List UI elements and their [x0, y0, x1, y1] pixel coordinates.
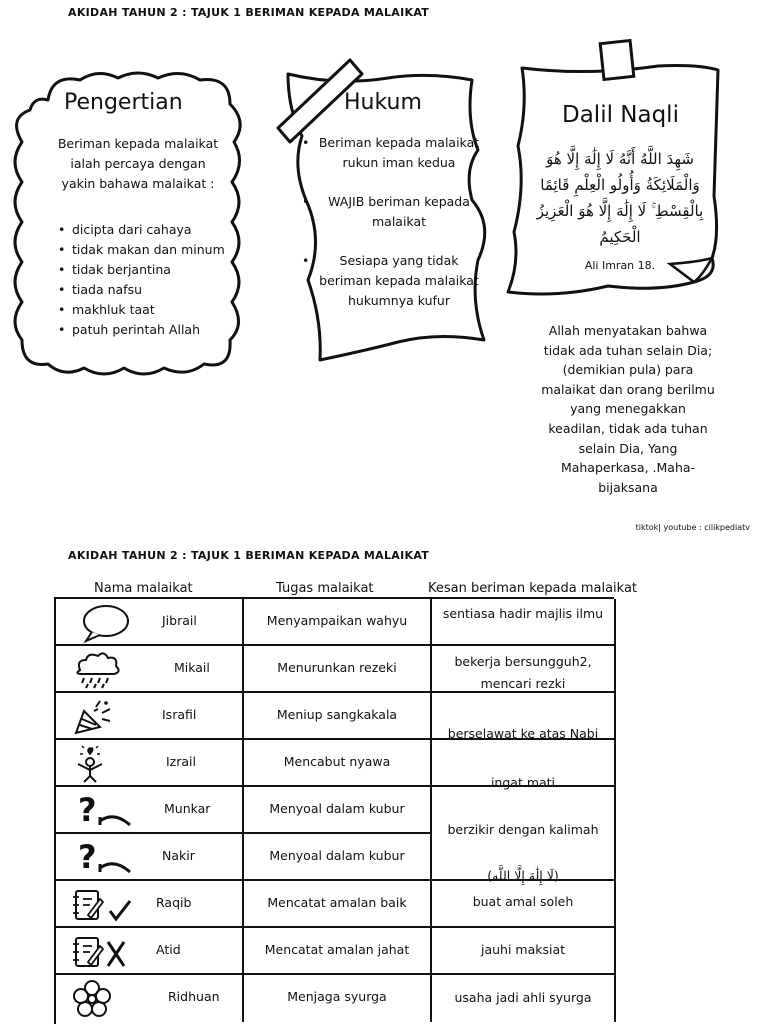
svg-text:?: ?: [78, 838, 97, 876]
task-cell: [244, 740, 432, 787]
trumpet-icon: [70, 697, 142, 737]
impact-text: berzikir dengan kalimah: [447, 822, 599, 837]
angel-name: Nakir: [162, 848, 195, 863]
name-cell: [56, 881, 244, 928]
svg-text:?: ?: [78, 791, 97, 829]
pengertian-list: [56, 220, 226, 340]
dalil-title: Dalil Naqli: [562, 102, 679, 128]
angel-task: Menjaga syurga: [287, 989, 387, 1004]
list-item: • Sesiapa yang tidak beriman kepada malaikat hukumnya kufur: [306, 251, 484, 311]
impact-text: sentiasa hadir majlis ilmu: [432, 603, 614, 625]
question-grave-icon: [70, 791, 142, 831]
section-header: AKIDAH TAHUN 2 : TAJUK 1 BERIMAN KEPADA MALAIKAT: [68, 549, 430, 562]
angel-name: Jibrail: [162, 613, 197, 628]
task-cell: [244, 646, 432, 693]
angel-task: Mencabut nyawa: [283, 754, 391, 769]
dalil-arabic-verse: شَهِدَ اللَّهُ أَنَّهُ لَا إِلَٰهَ إِلَّا هُوَ وَالْمَلَائِكَةُ وَأُولُو الْعِلْمِ قَائِمًا بِالْقِسْطِ ۚ لَا إِلَٰهَ إِلَّا هُوَ الْعَزِيزُ الْحَكِيمُ: [536, 150, 704, 246]
rain-cloud-icon: [70, 650, 142, 690]
angel-name: Israfil: [162, 707, 197, 722]
impact-text-arabic: (لَا إِلَٰهَ إِلَّا اللَّه): [487, 868, 559, 883]
task-cell: [244, 787, 432, 834]
pengertian-body: Beriman kepada malaikat ialah percaya dengan yakin bahawa malaikat :: [57, 136, 219, 191]
angel-name: Atid: [156, 942, 181, 957]
name-cell: [56, 646, 244, 693]
impact-text: usaha jadi ahli syurga: [454, 990, 592, 1005]
impact-text: buat amal soleh: [472, 894, 574, 909]
speech-bubble-icon: [70, 603, 142, 643]
pengertian-title: Pengertian: [64, 90, 183, 115]
task-cell: [244, 599, 432, 646]
list-item: • tiada nafsu: [56, 280, 226, 300]
dalil-translation: Allah menyatakan bahwa tidak ada tuhan selain Dia; (demikian pula) para malaikat dan orang berilmu yang menegakkan keadilan, tidak ada tuhan selain Dia, Yang Mahaperkasa, .Maha-bijaksana: [541, 323, 715, 495]
notebook-check-icon: [70, 885, 142, 925]
flower-icon: [70, 979, 142, 1019]
name-cell: [56, 975, 244, 1022]
task-cell: [244, 975, 432, 1022]
angel-task: Menyoal dalam kubur: [269, 848, 405, 863]
soul-icon: [70, 744, 142, 784]
angel-task: Menyoal dalam kubur: [269, 801, 405, 816]
column-header-impact: Kesan beriman kepada malaikat: [428, 581, 638, 596]
column-header-task: Tugas malaikat: [276, 581, 374, 596]
task-cell: [244, 881, 432, 928]
hukum-list: [306, 133, 484, 330]
page-header: AKIDAH TAHUN 2 : TAJUK 1 BERIMAN KEPADA MALAIKAT: [68, 6, 430, 19]
list-item: • Beriman kepada malaikat rukun iman kedua: [306, 133, 484, 173]
name-cell: [56, 693, 244, 740]
angel-task: Meniup sangkakala: [276, 707, 398, 722]
hukum-title: Hukum: [344, 90, 422, 115]
list-item: • patuh perintah Allah: [56, 320, 226, 340]
impact-text: bekerja bersungguh2, mencari rezki: [454, 654, 592, 691]
notebook-cross-icon: [70, 932, 142, 972]
angel-task: Menurunkan rezeki: [277, 660, 397, 675]
angel-task: Mencatat amalan jahat: [264, 942, 410, 957]
angel-task: Menyampaikan wahyu: [266, 613, 408, 628]
column-header-name: Nama malaikat: [94, 581, 193, 596]
name-cell: [56, 928, 244, 975]
angel-name: Ridhuan: [168, 989, 220, 1004]
list-item: • WAJIB beriman kepada malaikat: [306, 192, 484, 232]
list-item: • tidak makan dan minum: [56, 240, 226, 260]
angel-name: Munkar: [164, 801, 211, 816]
name-cell: [56, 599, 244, 646]
task-cell: [244, 693, 432, 740]
angel-table: [54, 597, 614, 1024]
angel-name: Mikail: [174, 660, 210, 675]
name-cell: [56, 740, 244, 787]
dalil-reference: Ali Imran 18.: [584, 259, 656, 272]
task-cell: [244, 928, 432, 975]
credit-text: tiktok| youtube : cilikpediatv: [635, 523, 750, 532]
impact-text: ingat mati: [490, 775, 556, 790]
angel-task: Mencatat amalan baik: [267, 895, 407, 910]
list-item: • tidak berjantina: [56, 260, 226, 280]
list-item: • dicipta dari cahaya: [56, 220, 226, 240]
question-grave-icon: [70, 838, 142, 878]
name-cell: [56, 834, 244, 881]
impact-text: jauhi maksiat: [480, 942, 566, 957]
list-item: • makhluk taat: [56, 300, 226, 320]
impact-text: berselawat ke atas Nabi: [447, 726, 599, 741]
angel-name: Izrail: [166, 754, 196, 769]
name-cell: [56, 787, 244, 834]
angel-name: Raqib: [156, 895, 192, 910]
task-cell: [244, 834, 432, 881]
